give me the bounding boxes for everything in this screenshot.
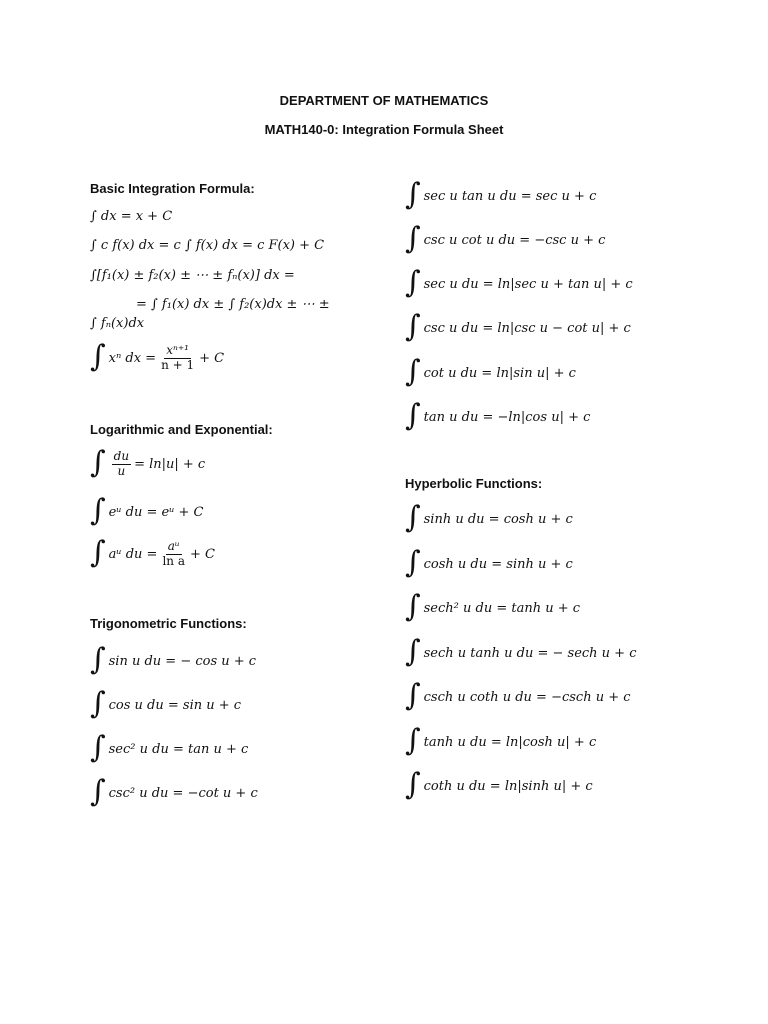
section-title-basic: Basic Integration Formula: — [90, 181, 255, 196]
formula-basic-3: ∫[f₁(x) ± f₂(x) ± ⋯ ± fₙ(x)] dx = — [90, 268, 295, 283]
formula-hyp-1: ∫ sinh u du = cosh u + c — [405, 500, 573, 535]
integral-sign-icon: ∫ — [405, 265, 421, 300]
integral-sign-icon: ∫ — [90, 730, 106, 765]
integral-sign-icon: ∫ — [405, 221, 421, 256]
formula-trig-6: ∫ csc u cot u du = −csc u + c — [405, 221, 606, 256]
integral-sign-icon: ∫ — [405, 545, 421, 580]
formula-hyp-4: ∫ sech u tanh u du = − sech u + c — [405, 634, 637, 669]
formula-trig-2: ∫ cos u du = sin u + c — [90, 686, 242, 721]
formula-trig-10: ∫ tan u du = −ln|cos u| + c — [405, 398, 591, 433]
formula-trig-5: ∫ sec u tan u du = sec u + c — [405, 177, 597, 212]
fraction: $\frac{du}{u}$ — [113, 448, 130, 478]
formula-basic-5: ∫ fₙ(x)dx — [90, 316, 145, 331]
section-title-hyperbolic: Hyperbolic Functions: — [405, 476, 543, 491]
integral-sign-icon: ∫ — [90, 339, 106, 374]
integral-sign-icon: ∫ — [405, 767, 421, 802]
formula-basic-6: ∫ xⁿ dx = $\frac{\text{xⁿ⁺¹}}{n + 1}$ + C — [90, 339, 225, 374]
formula-trig-3: ∫ sec² u du = tan u + c — [90, 730, 249, 765]
formula-hyp-3: ∫ sech² u du = tanh u + c — [405, 589, 581, 624]
formula-trig-9: ∫ cot u du = ln|sin u| + c — [405, 354, 576, 389]
formula-trig-7: ∫ sec u du = ln|sec u + tan u| + c — [405, 265, 633, 300]
formula-hyp-5: ∫ csch u coth u du = −csch u + c — [405, 678, 631, 713]
integral-sign-icon: ∫ — [90, 686, 106, 721]
integral-sign-icon: ∫ — [405, 634, 421, 669]
integral-sign-icon: ∫ — [405, 309, 421, 344]
formula-log-1: ∫ $\frac{du}{u}$ = ln|u| + c — [90, 445, 206, 480]
formula-hyp-7: ∫ coth u du = ln|sinh u| + c — [405, 767, 593, 802]
formula-basic-4: = ∫ f₁(x) dx ± ∫ f₂(x)dx ± ⋯ ± — [136, 297, 330, 312]
formula-trig-1: ∫ sin u du = − cos u + c — [90, 642, 257, 677]
section-title-trig: Trigonometric Functions: — [90, 616, 247, 631]
formula-trig-8: ∫ csc u du = ln|csc u − cot u| + c — [405, 309, 631, 344]
fraction: $\frac{\text{xⁿ⁺¹}}{n + 1}$ — [161, 342, 195, 372]
integral-sign-icon: ∫ — [405, 723, 421, 758]
integral-sign-icon: ∫ — [90, 445, 106, 480]
integral-sign-icon: ∫ — [405, 177, 421, 212]
formula-hyp-6: ∫ tanh u du = ln|cosh u| + c — [405, 723, 597, 758]
integral-sign-icon: ∫ — [90, 774, 106, 809]
integral-sign-icon: ∫ — [90, 493, 106, 528]
integral-sign-icon: ∫ — [405, 398, 421, 433]
integral-sign-icon: ∫ — [405, 500, 421, 535]
course-title: MATH140-0: Integration Formula Sheet — [264, 122, 504, 137]
integral-sign-icon: ∫ — [405, 354, 421, 389]
formula-exp-1: ∫ eᵘ du = eᵘ + C — [90, 493, 204, 528]
formula-hyp-2: ∫ cosh u du = sinh u + c — [405, 545, 573, 580]
section-title-log-exp: Logarithmic and Exponential: — [90, 422, 273, 437]
formula-exp-2: ∫ aᵘ du = $\frac{\text{aᵘ}}{\text{ln a}}$ + C — [90, 535, 215, 570]
integral-sign-icon: ∫ — [405, 678, 421, 713]
integral-sign-icon: ∫ — [405, 589, 421, 624]
formula-basic-1: ∫ dx = x + C — [90, 209, 173, 224]
integral-sign-icon: ∫ — [90, 535, 106, 570]
formula-basic-2: ∫ c f(x) dx = c ∫ f(x) dx = c F(x) + C — [90, 238, 325, 253]
integral-sign-icon: ∫ — [90, 642, 106, 677]
fraction: $\frac{\text{aᵘ}}{\text{ln a}}$ — [162, 538, 185, 568]
formula-trig-4: ∫ csc² u du = −cot u + c — [90, 774, 258, 809]
department-title: DEPARTMENT OF MATHEMATICS — [279, 93, 489, 108]
